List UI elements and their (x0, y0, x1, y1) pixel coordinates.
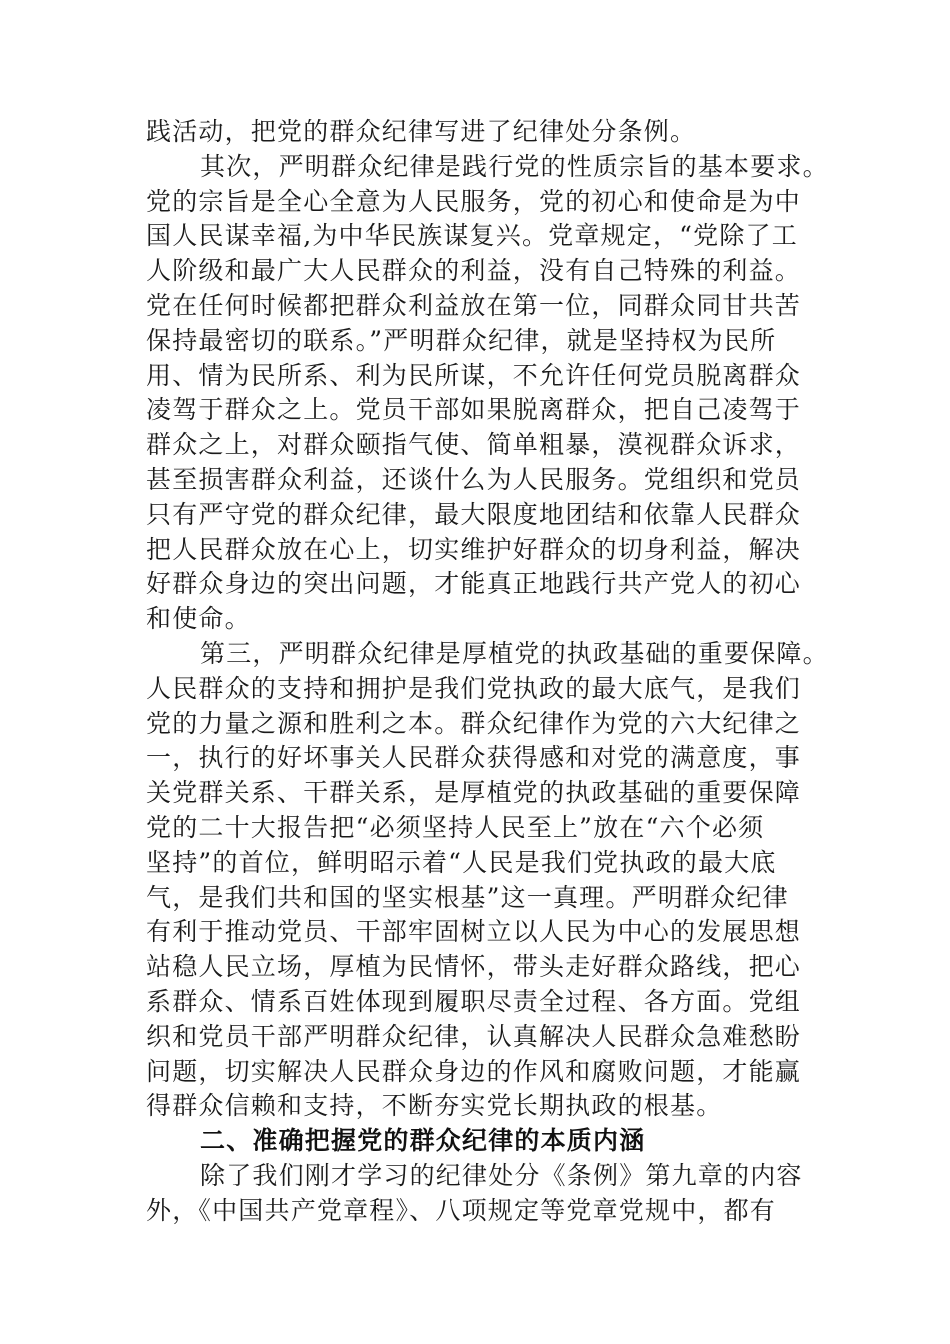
text-line: 气，是我们共和国的坚实根基”这一真理。严明群众纪律 (146, 882, 789, 912)
section-heading: 二、准确把握党的群众纪律的本质内涵 (200, 1126, 646, 1156)
text-line: 把人民群众放在心上，切实维护好群众的切身利益，解决 (146, 534, 802, 564)
text-line: 践活动，把党的群众纪律写进了纪律处分条例。 (146, 117, 697, 146)
text-line: 一，执行的好坏事关人民群众获得感和对党的满意度，事 (146, 743, 802, 773)
text-line: 站稳人民立场，厚植为民情怀，带头走好群众路线，把心 (146, 952, 802, 982)
text-line: 得群众信赖和支持，不断夯实党长期执政的根基。 (146, 1091, 723, 1121)
paragraph-start-line: 除了我们刚才学习的纪律处分《条例》第九章的内容 (200, 1160, 803, 1190)
text-line: 关党群关系、干群关系，是厚植党的执政基础的重要保障 (146, 778, 802, 808)
text-line: 织和党员干部严明群众纪律，认真解决人民群众急难愁盼 (146, 1021, 802, 1051)
text-line: 用、情为民所系、利为民所谋，不允许任何党员脱离群众 (146, 360, 802, 390)
text-line: 党在任何时候都把群众利益放在第一位，同群众同甘共苦 (146, 290, 802, 320)
paragraph-start-line: 第三，严明群众纪律是厚植党的执政基础的重要保障。 (200, 638, 829, 668)
text-line: 人阶级和最广大人民群众的利益，没有自己特殊的利益。 (146, 256, 802, 286)
text-line: 问题，切实解决人民群众身边的作风和腐败问题，才能赢 (146, 1056, 802, 1086)
text-line: 党的宗旨是全心全意为人民服务，党的初心和使命是为中 (146, 186, 802, 216)
text-line: 和使命。 (146, 604, 251, 634)
text-line: 系群众、情系百姓体现到履职尽责全过程、各方面。党组 (146, 986, 802, 1016)
text-line: 只有严守党的群众纪律，最大限度地团结和依靠人民群众 (146, 499, 802, 529)
text-line: 国人民谋幸福,为中华民族谋复兴。党章规定，“党除了工 (146, 221, 798, 251)
text-line: 人民群众的支持和拥护是我们党执政的最大底气，是我们 (146, 673, 802, 703)
text-line: 党的二十大报告把“必须坚持人民至上”放在“六个必须 (146, 812, 765, 842)
text-line: 甚至损害群众利益，还谈什么为人民服务。党组织和党员 (146, 464, 802, 494)
text-line: 有利于推动党员、干部牢固树立以人民为中心的发展思想 (146, 917, 802, 947)
document-body (146, 115, 846, 1229)
paragraph-start-line: 其次，严明群众纪律是践行党的性质宗旨的基本要求。 (200, 151, 829, 181)
text-line: 党的力量之源和胜利之本。群众纪律作为党的六大纪律之 (146, 708, 802, 738)
text-line: 凌驾于群众之上。党员干部如果脱离群众，把自己凌驾于 (146, 395, 802, 425)
text-line: 保持最密切的联系。”严明群众纪律，就是坚持权为民所 (146, 325, 777, 355)
text-line: 好群众身边的突出问题，才能真正地践行共产党人的初心 (146, 569, 802, 599)
text-line: 外，《中国共产党章程》、八项规定等党章党规中，都有 (146, 1195, 777, 1225)
text-line: 群众之上，对群众颐指气使、简单粗暴，漠视群众诉求， (146, 430, 802, 460)
text-line: 坚持”的首位，鲜明昭示着“人民是我们党执政的最大底 (146, 847, 777, 877)
